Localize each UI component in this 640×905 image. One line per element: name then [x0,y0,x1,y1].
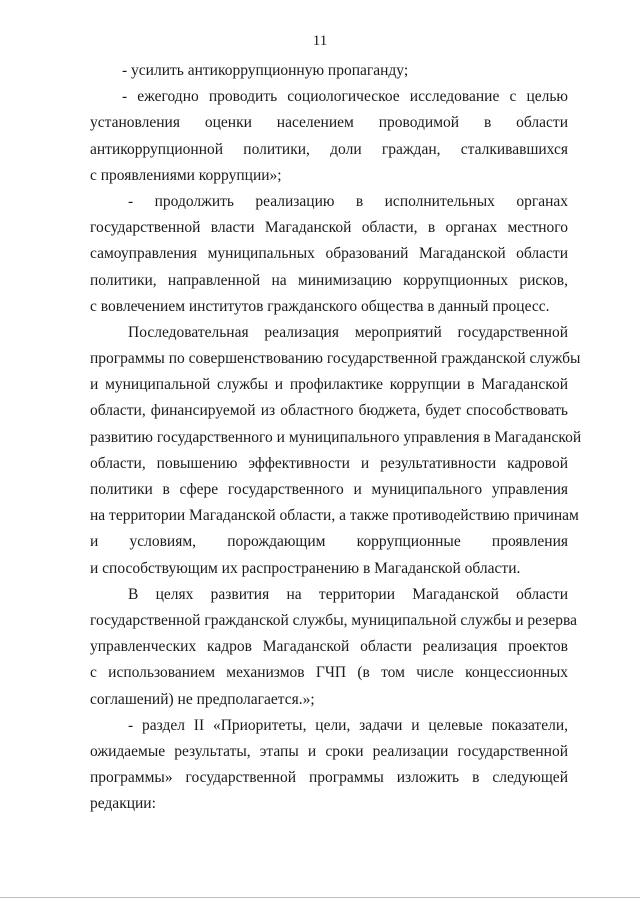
page-number: 11 [312,33,328,49]
text-line: области, финансируемой из областного бюджета, будет способствовать [90,402,568,420]
text-line: установления оценки населением проводимой в области [90,114,568,132]
text-line: развитию государственного и муниципального управления в Магаданской [90,428,582,446]
text-line: программы» государственной программы изложить в следующей [90,769,568,787]
text-line: с вовлечением институтов гражданского общества в данный процесс. [90,297,550,315]
text-line: самоуправления муниципальных образований Магаданской области [90,245,568,263]
text-line: - ежегодно проводить социологическое исследование с целью [122,88,568,106]
text-line: соглашений) не предполагается.»; [90,690,315,708]
text-line: программы по совершенствованию государственной гражданской службы [90,350,581,368]
text-line: и муниципальной службы и профилактике коррупции в Магаданской [90,376,568,394]
text-line: государственной гражданской службы, муниципальной службы и резерва [90,611,578,629]
text-line: на территории Магаданской области, а также противодействию причинам [90,507,579,525]
text-line: ожидаемые результаты, этапы и сроки реализации государственной [90,742,568,760]
text-line: области, повышению эффективности и результативности кадровой [90,454,568,472]
text-line: В целях развития на территории Магаданской области [128,585,568,603]
text-line: с использованием механизмов ГЧП (в том числе концессионных [90,664,568,682]
text-line: Последовательная реализация мероприятий государственной [128,323,568,341]
paragraph-continue-policy [90,189,568,320]
paragraph-section-ii [90,713,568,818]
text-line: и условиям, порождающим коррупционные проявления [90,533,568,551]
text-line: и способствующим их распространению в Магаданской области. [90,559,521,577]
text-line: - раздел II «Приоритеты, цели, задачи и целевые показатели, [128,716,568,734]
page-bottom-edge [0,897,640,898]
paragraph-ppp [90,582,578,713]
text-line: - продолжить реализацию в исполнительных органах [128,192,568,210]
document-body [90,58,582,817]
text-line: политики, направленной на минимизацию коррупционных рисков, [90,271,568,289]
paragraph-propaganda [90,58,568,84]
paragraph-consistent-implementation [90,320,582,582]
text-line: государственной власти Магаданской области, в органах местного [90,219,568,237]
text-line: редакции: [90,795,156,813]
text-line: с проявлениями коррупции»; [90,166,282,184]
text-line: антикоррупционной политики, доли граждан, сталкивавшихся [90,140,568,158]
text-line: - усилить антикоррупционную пропаганду; [122,62,409,79]
paragraph-sociological-research [90,84,568,189]
text-line: политики в сфере государственного и муниципального управления [90,481,568,498]
text-line: управленческих кадров Магаданской области реализация проектов [90,638,568,656]
